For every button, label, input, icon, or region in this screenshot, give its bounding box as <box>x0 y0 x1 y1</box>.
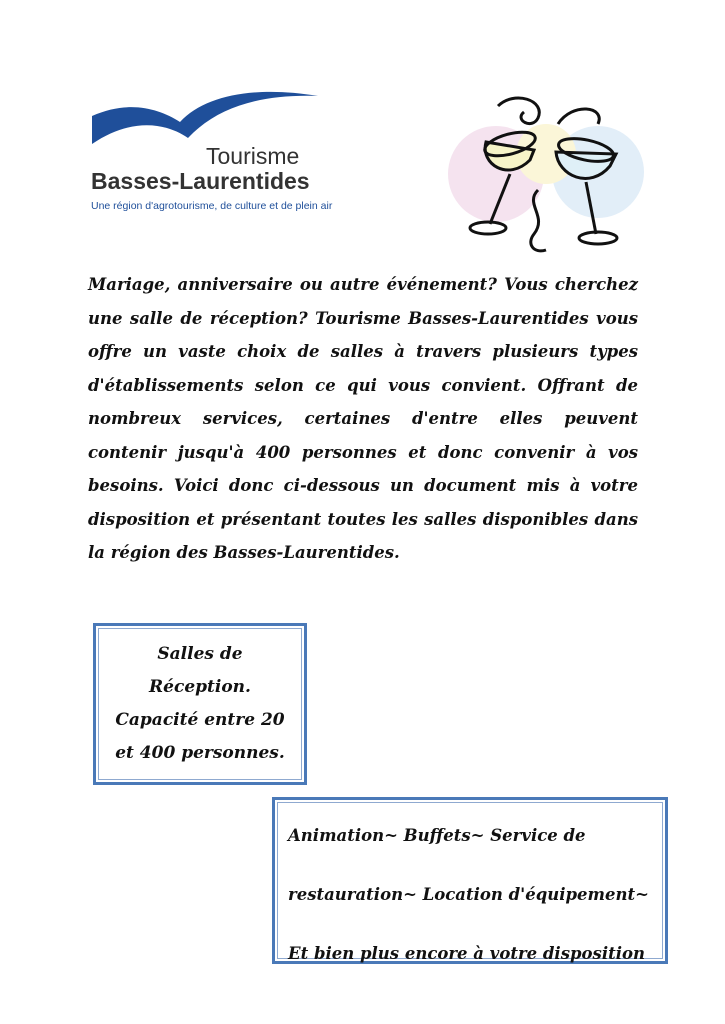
intro-paragraph: Mariage, anniversaire ou autre événement? Vous cherchez une salle de réception? Tourisme Basses-Laurentides vous offre un vaste choix de salles à travers plusieurs types d'établissements selon ce qui vous convient. Offrant de nombreux services, certaines d'entre elles peuvent contenir jusqu'à 400 personnes et donc convenir à vos besoins. Voici donc ci-dessous un document mis à votre disposition et présentant toutes les salles disponibles dans la région des Basses-Laurentides. <box>88 275 638 562</box>
capacity-line2: Réception. <box>149 677 251 697</box>
capacity-line1: Salles de <box>157 644 243 664</box>
services-box <box>272 797 668 964</box>
logo-name-line2: Basses-Laurentides <box>91 168 310 194</box>
champagne-glasses-illustration <box>438 94 656 266</box>
tourism-logo <box>88 86 333 216</box>
bird-wing-icon <box>88 86 324 146</box>
capacity-line3: Capacité entre 20 <box>115 710 285 730</box>
logo-name-line1: Tourisme <box>206 143 300 169</box>
services-line1: Animation~ Buffets~ Service de <box>288 826 586 845</box>
logo-tagline: Une région d'agrotourisme, de culture et de plein air <box>91 200 333 212</box>
services-line2: restauration~ Location d'équipement~ <box>288 885 649 904</box>
champagne-glasses-icon <box>438 94 656 266</box>
services-line3: Et bien plus encore à votre disposition <box>288 944 645 963</box>
capacity-box <box>93 623 307 785</box>
capacity-line4: et 400 personnes. <box>115 743 285 763</box>
